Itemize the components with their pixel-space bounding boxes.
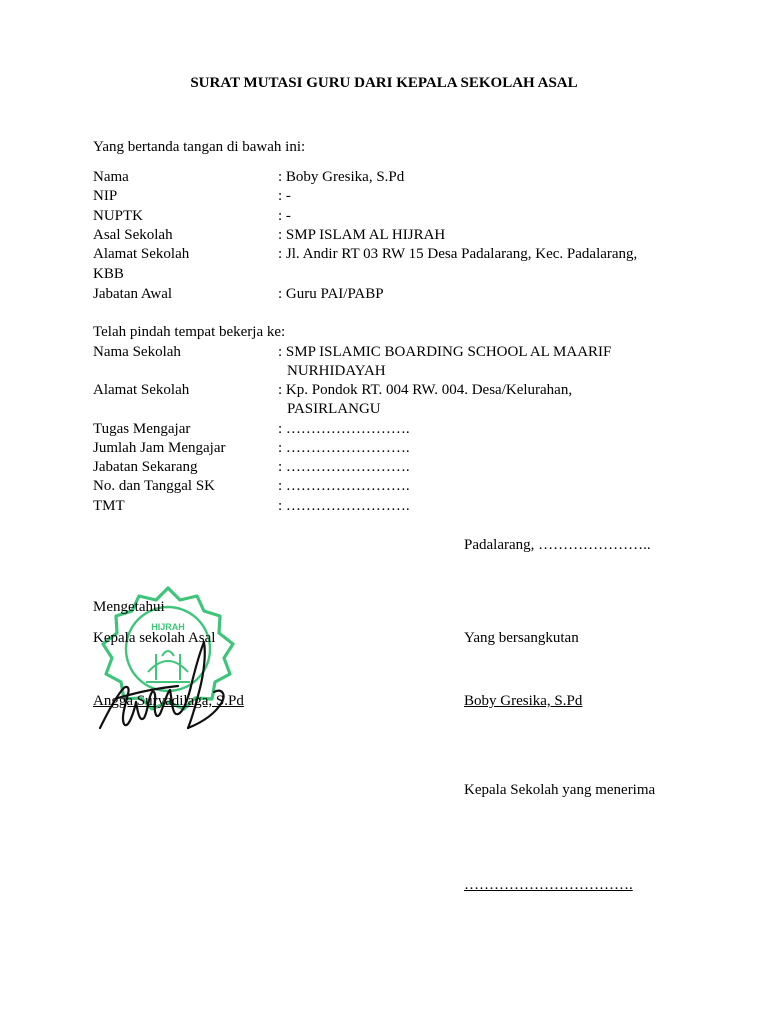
field-value-jabatan-sekarang: : …………………….: [278, 459, 410, 475]
origin-head-name: Angga Suryadilaga, S.Pd: [93, 693, 244, 709]
place-date: Padalarang, …………………..: [464, 537, 651, 553]
field-value-asal-sekolah: : SMP ISLAM AL HIJRAH: [278, 227, 446, 243]
field-label-nip: NIP: [93, 188, 118, 204]
field-label-tugas-mengajar: Tugas Mengajar: [93, 421, 191, 437]
field-value-tugas-mengajar: : …………………….: [278, 421, 410, 437]
field-value-no-tanggal-sk: : …………………….: [278, 478, 410, 494]
letter-title: SURAT MUTASI GURU DARI KEPALA SEKOLAH ASAL: [190, 75, 578, 91]
field-value-tmt: : …………………….: [278, 498, 410, 514]
field-label-jumlah-jam: Jumlah Jam Mengajar: [93, 440, 226, 456]
field-value-jumlah-jam: : …………………….: [278, 440, 410, 456]
field-label-jabatan-awal: Jabatan Awal: [93, 286, 173, 302]
field-label-asal-sekolah: Asal Sekolah: [93, 227, 173, 243]
field-label-nuptk: NUPTK: [93, 208, 144, 224]
field-value-nip: : -: [278, 188, 291, 204]
field-value-alamat-sekolah-tujuan: : Kp. Pondok RT. 004 RW. 004. Desa/Kelurahan,: [278, 382, 573, 398]
field-value-alamat-sekolah: : Jl. Andir RT 03 RW 15 Desa Padalarang, Kec. Padalarang,: [278, 246, 638, 262]
concerned-title: Yang bersangkutan: [464, 630, 579, 646]
intro-text: Yang bertanda tangan di bawah ini:: [93, 139, 306, 155]
receiving-head-title: Kepala Sekolah yang menerima: [464, 782, 656, 798]
field-value-alamat-sekolah-cont: KBB: [93, 266, 124, 282]
field-label-jabatan-sekarang: Jabatan Sekarang: [93, 459, 198, 475]
field-value-nuptk: : -: [278, 208, 291, 224]
field-label-nama-sekolah: Nama Sekolah: [93, 344, 181, 360]
acknowledged-label: Mengetahui: [93, 599, 165, 615]
field-value-nama-sekolah: : SMP ISLAMIC BOARDING SCHOOL AL MAARIF: [278, 344, 612, 360]
field-value-alamat-sekolah-tujuan-cont: PASIRLANGU: [287, 401, 381, 417]
field-label-alamat-sekolah-tujuan: Alamat Sekolah: [93, 382, 190, 398]
field-value-nama-sekolah-cont: NURHIDAYAH: [287, 363, 386, 379]
field-value-jabatan-awal: : Guru PAI/PABP: [278, 286, 384, 302]
stamp-text: HIJRAH: [151, 622, 185, 632]
origin-head-title: Kepala sekolah Asal: [93, 630, 216, 646]
receiving-head-name: …………………………….: [464, 877, 633, 893]
field-label-nama: Nama: [93, 169, 129, 185]
concerned-name: Boby Gresika, S.Pd: [464, 693, 583, 709]
field-value-nama: : Boby Gresika, S.Pd: [278, 169, 405, 185]
field-label-tmt: TMT: [93, 498, 125, 514]
transfer-intro: Telah pindah tempat bekerja ke:: [93, 324, 286, 340]
field-label-no-tanggal-sk: No. dan Tanggal SK: [93, 478, 215, 494]
field-label-alamat-sekolah: Alamat Sekolah: [93, 246, 190, 262]
